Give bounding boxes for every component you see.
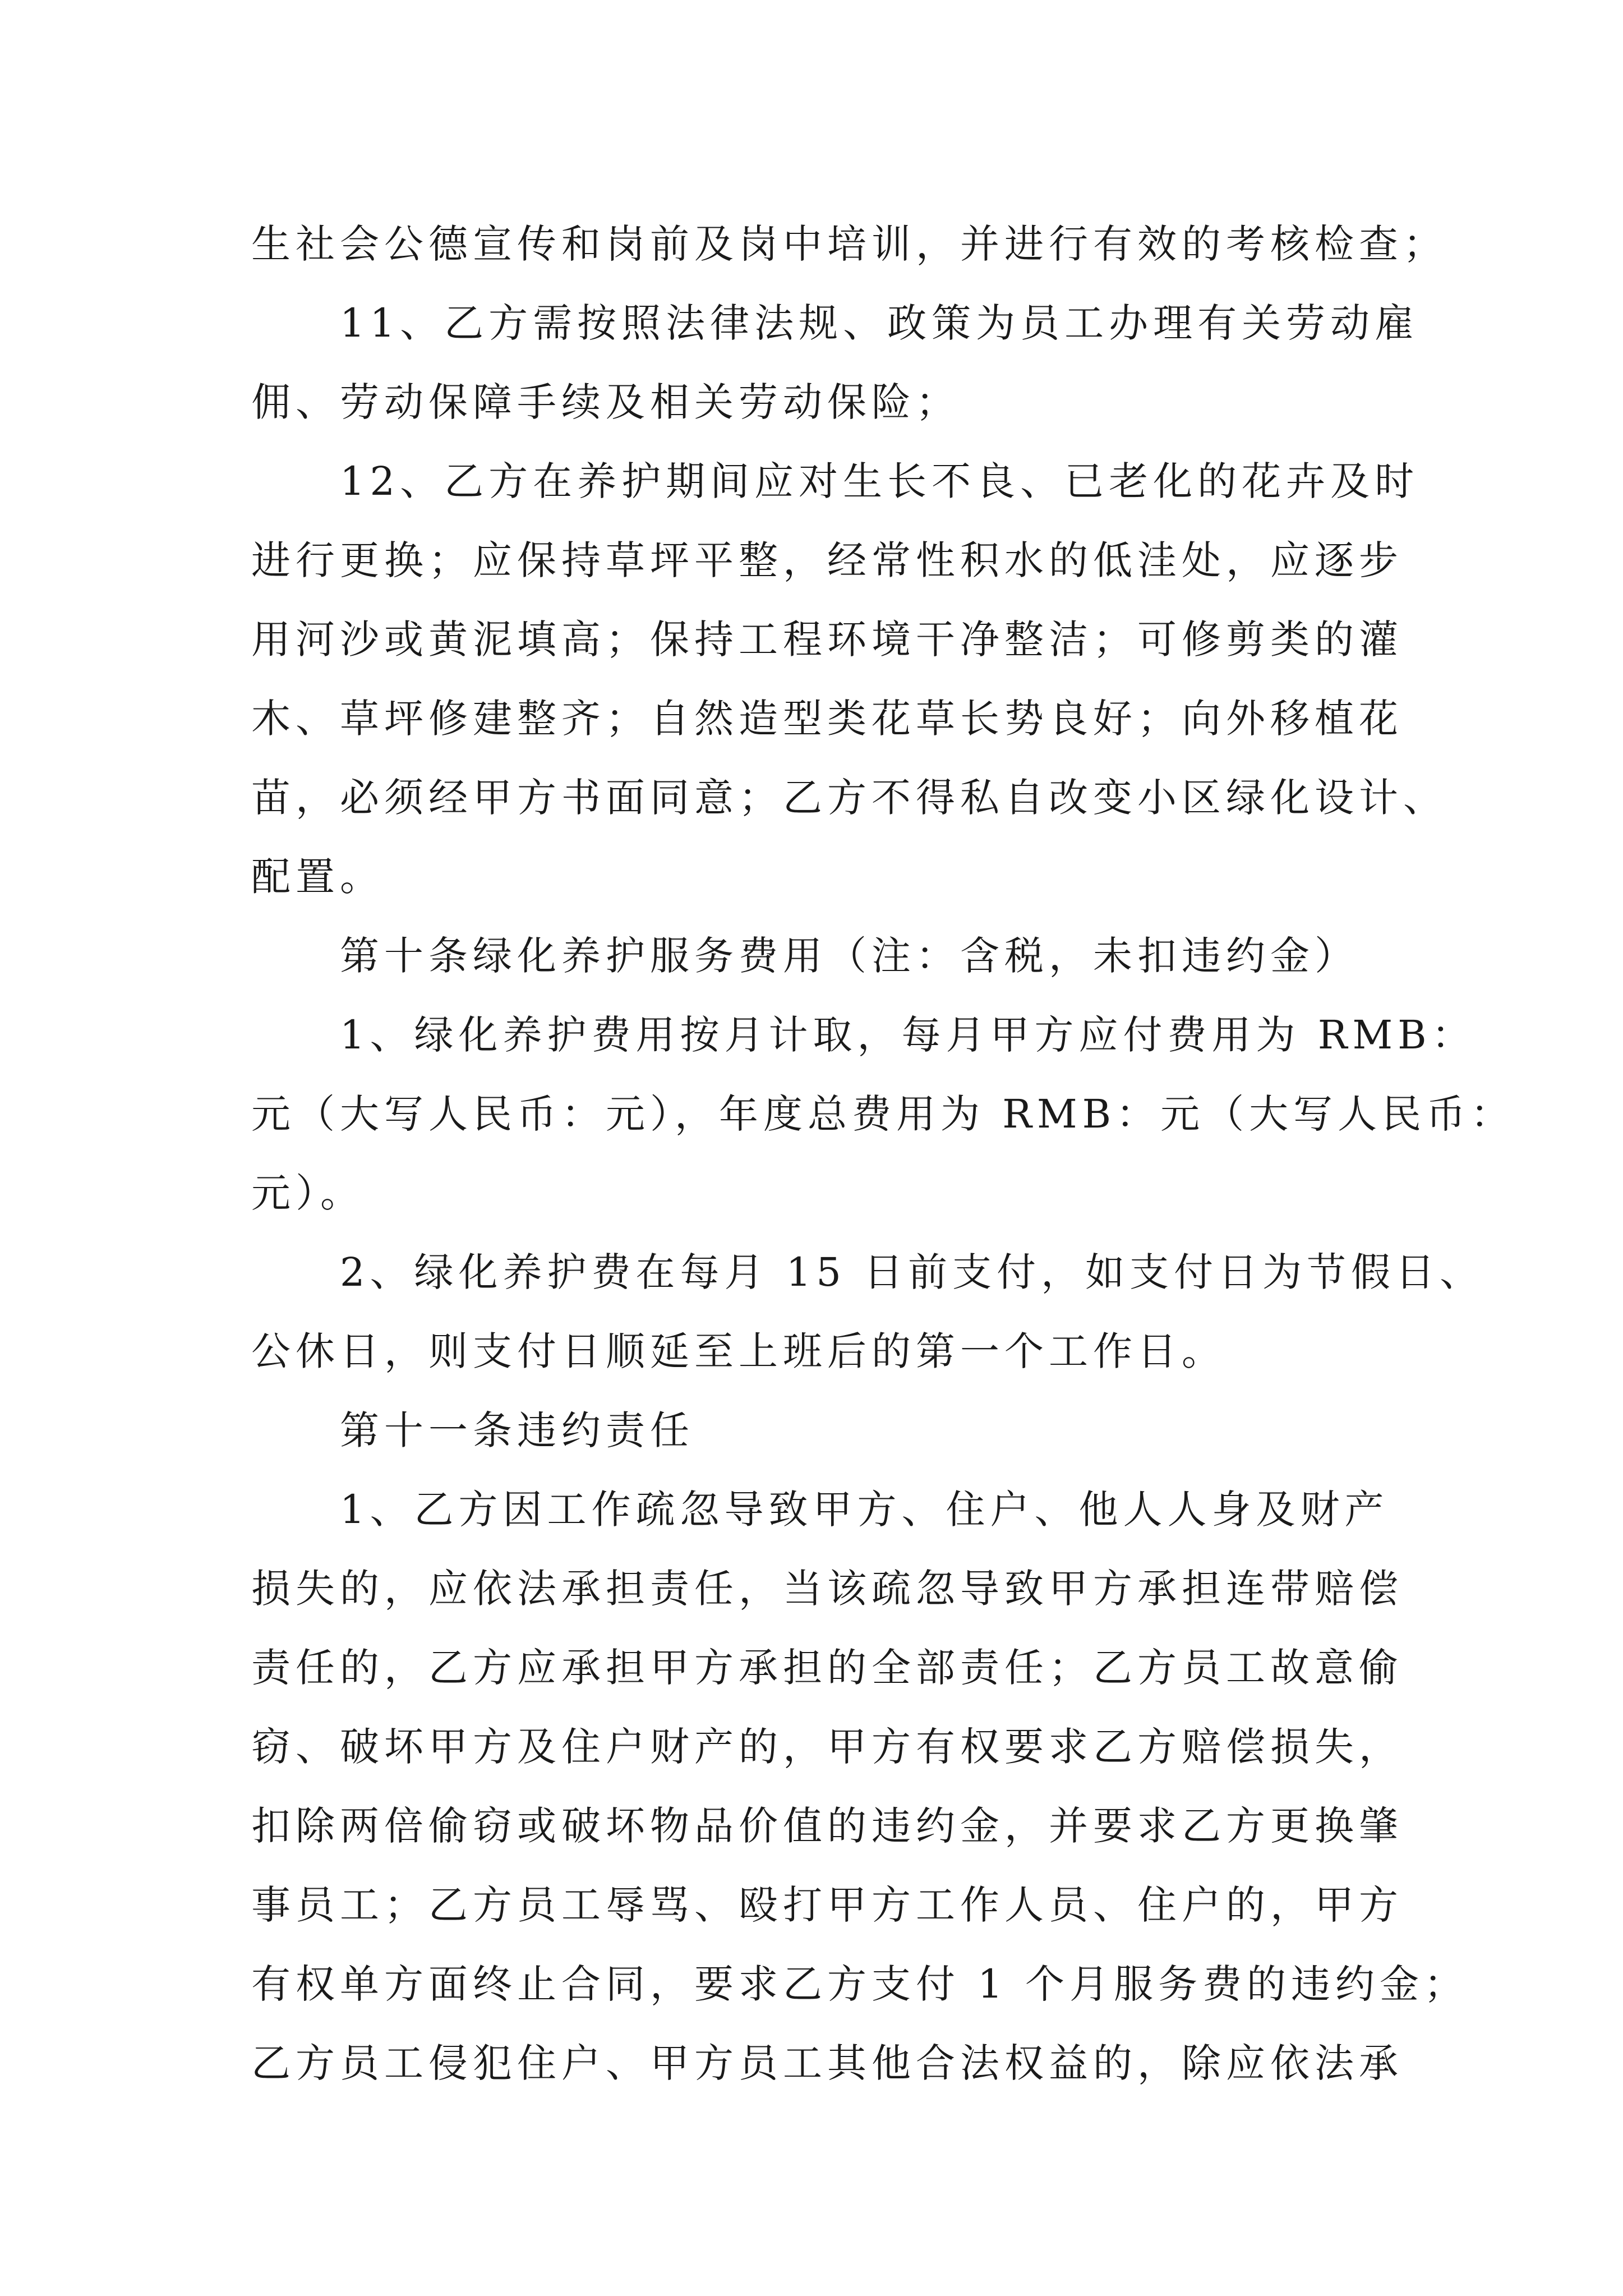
section-heading: 第十条绿化养护服务费用（注：含税，未扣违约金）: [340, 933, 1359, 979]
text-line: 元）。: [251, 1170, 365, 1216]
section-heading: 第十一条违约责任: [340, 1407, 694, 1453]
text-line: 元（大写人民币：元），年度总费用为 RMB：元（大写人民币：: [251, 1091, 1515, 1137]
text-line: 11、乙方需按照法律法规、政策为员工办理有关劳动雇: [340, 300, 1419, 346]
text-line: 1、乙方因工作疏忽导致甲方、住户、他人人身及财产: [340, 1487, 1389, 1533]
text-line: 损失的，应依法承担责任，当该疏忽导致甲方承担连带赔偿: [251, 1566, 1403, 1612]
text-line: 2、绿化养护费在每月 15 日前支付，如支付日为节假日、: [340, 1249, 1484, 1295]
text-line: 进行更换；应保持草坪平整，经常性积水的低洼处，应逐步: [251, 537, 1403, 583]
document-body: [251, 205, 1515, 2103]
text-line: 有权单方面终止合同，要求乙方支付 1 个月服务费的违约金；: [251, 1961, 1469, 2007]
text-line: 扣除两倍偷窃或破坏物品价值的违约金，并要求乙方更换肇: [251, 1803, 1403, 1849]
text-line: 责任的，乙方应承担甲方承担的全部责任；乙方员工故意偷: [251, 1645, 1403, 1691]
text-line: 生社会公德宣传和岗前及岗中培训，并进行有效的考核检查；: [251, 221, 1447, 267]
text-line: 公休日，则支付日顺延至上班后的第一个工作日。: [251, 1328, 1226, 1374]
text-line: 苗，必须经甲方书面同意；乙方不得私自改变小区绿化设计、: [251, 775, 1447, 821]
text-line: 事员工；乙方员工辱骂、殴打甲方工作人员、住户的，甲方: [251, 1882, 1403, 1928]
text-line: 配置。: [251, 854, 384, 900]
text-line: 佣、劳动保障手续及相关劳动保险；: [251, 379, 960, 425]
text-line: 1、绿化养护费用按月计取，每月甲方应付费用为 RMB：: [340, 1012, 1476, 1058]
text-line: 12、乙方在养护期间应对生长不良、已老化的花卉及时: [340, 458, 1419, 504]
text-line: 窃、破坏甲方及住户财产的，甲方有权要求乙方赔偿损失，: [251, 1724, 1403, 1770]
text-line: 乙方员工侵犯住户、甲方员工其他合法权益的，除应依法承: [251, 2040, 1403, 2086]
text-line: 木、草坪修建整齐；自然造型类花草长势良好；向外移植花: [251, 696, 1403, 742]
text-line: 用河沙或黄泥填高；保持工程环境干净整洁；可修剪类的灌: [251, 616, 1403, 662]
